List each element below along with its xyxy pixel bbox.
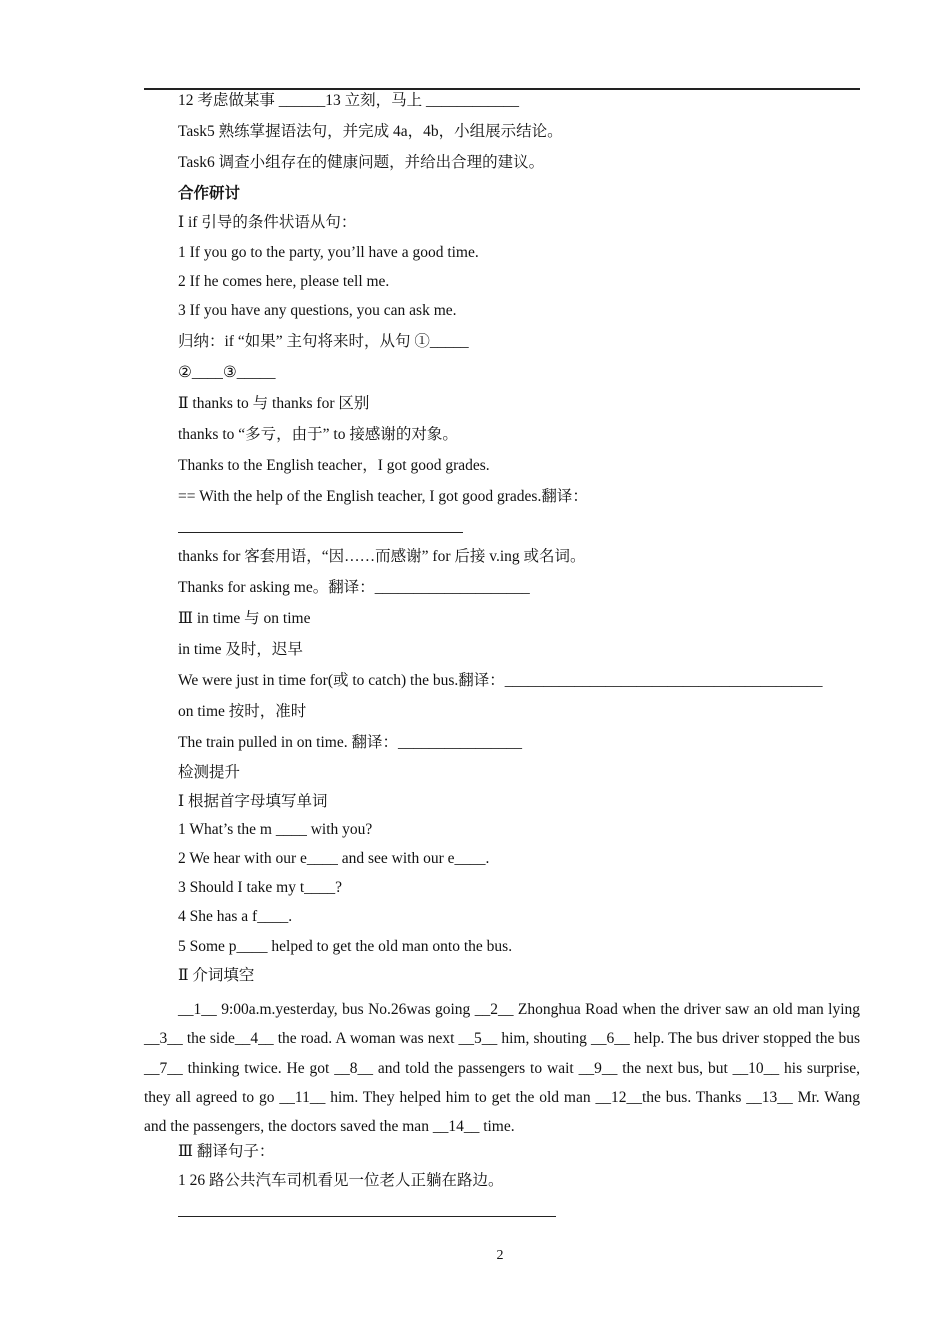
fill-question-5: 5 Some p____ helped to get the old man onto the bus. xyxy=(178,938,513,955)
thanks-to-example: Thanks to the English teacher，I got good grades. xyxy=(178,457,490,474)
section-heading-test: 检测提升 xyxy=(178,764,241,781)
summary-blanks: ②____③_____ xyxy=(178,364,276,381)
fill-question-1: 1 What’s the m ____ with you? xyxy=(178,821,373,838)
translate-question-1: 1 26 路公共汽车司机看见一位老人正躺在路边。 xyxy=(178,1172,504,1189)
translate-answer-line xyxy=(178,1216,556,1217)
thanks-for-explanation: thanks for 客套用语，“因……而感谢” for 后接 v.ing 或名词。 xyxy=(178,548,586,565)
task5-line: Task5 熟练掌握语法句，并完成 4a，4b，小组展示结论。 xyxy=(178,123,563,140)
example-sentence-1: 1 If you go to the party, you’ll have a good time. xyxy=(178,244,479,261)
fill-question-3: 3 Should I take my t____? xyxy=(178,879,343,896)
header-rule xyxy=(144,88,860,90)
subheading-translate: Ⅲ 翻译句子： xyxy=(178,1143,275,1160)
in-time-meaning: in time 及时，迟早 xyxy=(178,641,303,658)
answer-blank-line xyxy=(178,532,463,533)
preposition-cloze-paragraph: __1__ 9:00a.m.yesterday, bus No.26was going __2__ Zhonghua Road when the driver saw an old man lying __3__ the side__4__ the road. A woman was next __5__ him, shouting __6__ help. The bus driver stopped the bus __7__ thinking twice. He got __8__ and told the passengers to wait __9__ the next bus, but __10__ his surprise, they all agreed to go __11__ him. They helped him to get the old man __12__the bus. Thanks __13__ Mr. Wang and the passengers, the doctors saved the man __14__ time. xyxy=(144,1001,860,1136)
subheading-thanks: Ⅱ thanks to 与 thanks for 区别 xyxy=(178,395,370,412)
subheading-prepositions: Ⅱ 介词填空 xyxy=(178,967,255,984)
thanks-for-example: Thanks for asking me。翻译：____________________ xyxy=(178,579,530,596)
subheading-in-time: Ⅲ in time 与 on time xyxy=(178,610,311,627)
subheading-initial-letters: Ⅰ 根据首字母填写单词 xyxy=(178,793,328,810)
thanks-to-explanation: thanks to “多亏，由于” to 接感谢的对象。 xyxy=(178,426,458,443)
in-time-example: We were just in time for(或 to catch) the bus.翻译：_________________________________________ xyxy=(178,672,823,689)
fill-question-4: 4 She has a f____. xyxy=(178,908,293,925)
page-number: 2 xyxy=(496,1248,504,1263)
summary-line: 归纳：if “如果” 主句将来时，从句 ①_____ xyxy=(178,333,469,350)
section-heading-cooperation: 合作研讨 xyxy=(178,185,241,202)
example-sentence-3: 3 If you have any questions, you can ask me. xyxy=(178,302,457,319)
with-help-example: == With the help of the English teacher, I got good grades.翻译： xyxy=(178,488,588,505)
vocab-line-12-13: 12 考虑做某事 ______13 立刻，马上 ____________ xyxy=(178,92,520,109)
example-sentence-2: 2 If he comes here, please tell me. xyxy=(178,273,390,290)
fill-question-2: 2 We hear with our e____ and see with our e____. xyxy=(178,850,490,867)
on-time-example: The train pulled in on time. 翻译：________________ xyxy=(178,734,522,751)
on-time-meaning: on time 按时，准时 xyxy=(178,703,307,720)
subheading-if-clause: Ⅰ if 引导的条件状语从句： xyxy=(178,214,357,231)
task6-line: Task6 调查小组存在的健康问题，并给出合理的建议。 xyxy=(178,154,545,171)
